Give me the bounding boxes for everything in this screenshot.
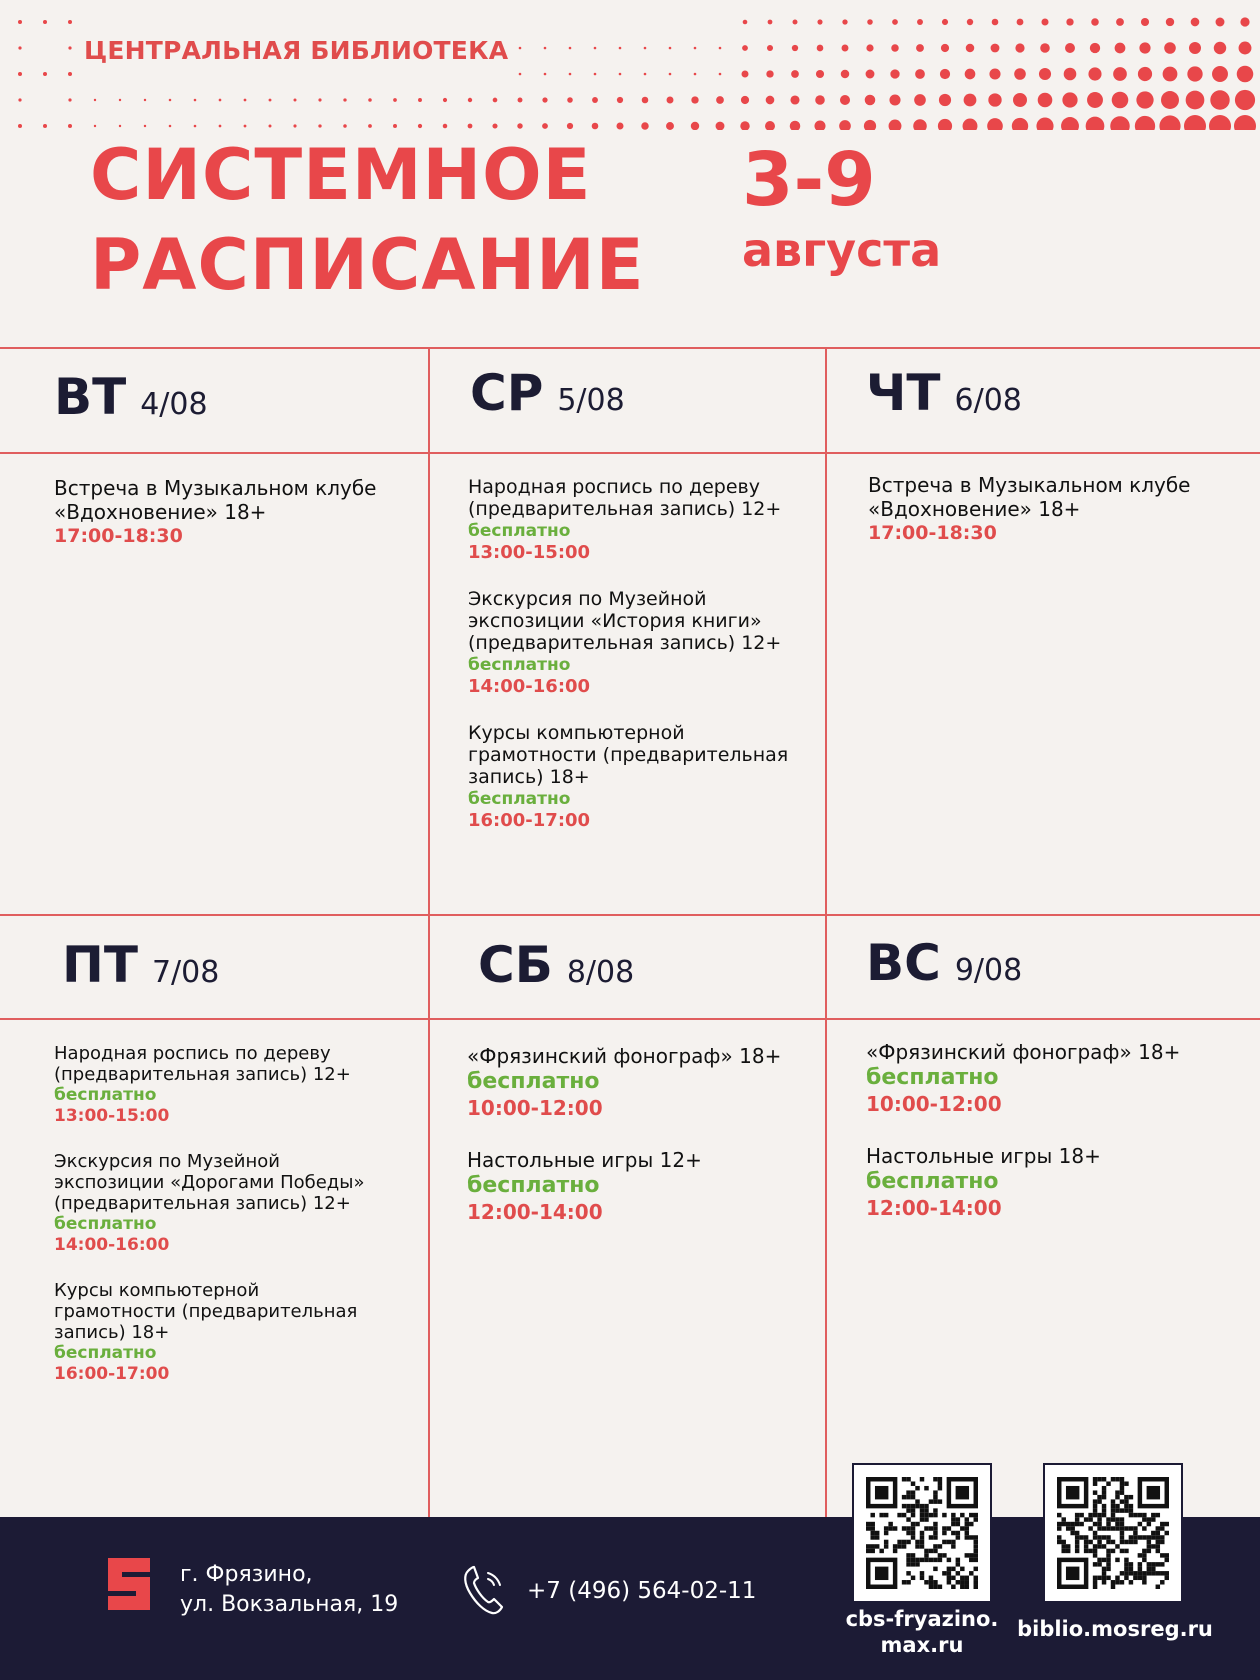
events-sun: [866, 1039, 1226, 1247]
event-time: 12:00-14:00: [467, 1200, 603, 1224]
event-title: Настольные игры 18+: [866, 1144, 1101, 1168]
event-price: бесплатно: [54, 1343, 157, 1363]
event: [54, 1043, 374, 1127]
day-header-wed: [470, 364, 625, 422]
event-price: бесплатно: [468, 655, 571, 675]
day-name: ЧТ: [866, 364, 941, 422]
organization-name: ЦЕНТРАЛЬНАЯ БИБЛИОТЕКА: [84, 36, 509, 65]
address-line-2: ул. Вокзальная, 19: [180, 1592, 399, 1617]
event-title: Народная роспись по дереву (предварительная запись) 12+: [54, 1043, 351, 1085]
event-title: Народная роспись по дереву (предварительная запись) 12+: [468, 476, 782, 520]
event-price: бесплатно: [866, 1065, 999, 1090]
day-name: ПТ: [62, 936, 138, 994]
phone-icon: [462, 1565, 506, 1617]
event-price: бесплатно: [54, 1214, 157, 1234]
date-range: 3-9: [742, 137, 876, 223]
event-time: 13:00-15:00: [54, 1106, 170, 1126]
day-header-sun: [866, 934, 1022, 992]
event-time: 17:00-18:30: [868, 522, 997, 544]
qr-code-max[interactable]: [852, 1463, 992, 1603]
day-header-sat: [478, 936, 634, 994]
event: [468, 588, 798, 698]
event: [467, 1147, 807, 1225]
qr-code-icon: [1057, 1477, 1169, 1589]
event-title: Настольные игры 12+: [467, 1148, 702, 1172]
event-title: Экскурсия по Музейной экспозиции «Дорогами Победы» (предварительная запись) 12+: [54, 1151, 365, 1214]
qr-code-mosreg[interactable]: [1043, 1463, 1183, 1603]
event-title: Курсы компьютерной грамотности (предварительная запись) 18+: [468, 722, 789, 788]
grid-line: [0, 914, 1260, 916]
event-title: Встреча в Музыкальном клубе «Вдохновение» 18+: [54, 476, 377, 524]
event: [54, 476, 404, 548]
month-label: августа: [742, 223, 942, 277]
day-header-fri: [62, 936, 219, 994]
title-line-1: СИСТЕМНОЕ: [90, 134, 592, 216]
day-name: ВС: [866, 934, 941, 992]
event-title: Экскурсия по Музейной экспозиции «История книги» (предварительная запись) 12+: [468, 588, 782, 654]
day-date: 7/08: [151, 955, 220, 990]
event: [467, 1043, 807, 1121]
event-time: 10:00-12:00: [467, 1096, 603, 1120]
day-name: ВТ: [54, 368, 127, 426]
event-title: Курсы компьютерной грамотности (предварительная запись) 18+: [54, 1280, 358, 1343]
events-fri: [54, 1043, 374, 1409]
event: [468, 476, 798, 564]
event-price: бесплатно: [468, 521, 571, 541]
event-time: 13:00-15:00: [468, 542, 591, 563]
qr-label-mosreg[interactable]: biblio.mosreg.ru: [1017, 1617, 1213, 1641]
event: [868, 473, 1228, 545]
grid-line: [825, 347, 827, 1517]
event-price: бесплатно: [468, 789, 571, 809]
event-time: 10:00-12:00: [866, 1092, 1002, 1116]
phone-number[interactable]: +7 (496) 564-02-11: [527, 1578, 757, 1604]
qr-code-icon: [866, 1477, 978, 1589]
event: [54, 1280, 374, 1385]
event-time: 14:00-16:00: [468, 676, 591, 697]
event-time: 14:00-16:00: [54, 1235, 170, 1255]
event-price: бесплатно: [54, 1085, 157, 1105]
address-line-1: г. Фрязино,: [180, 1562, 313, 1587]
event-title: Встреча в Музыкальном клубе «Вдохновение» 18+: [868, 473, 1191, 521]
qr-label-line-1: cbs-fryazino.: [845, 1607, 999, 1631]
event-price: бесплатно: [467, 1069, 600, 1094]
grid-line: [0, 347, 1260, 349]
event-time: 16:00-17:00: [54, 1364, 170, 1384]
address: [180, 1560, 398, 1620]
event-price: бесплатно: [467, 1173, 600, 1198]
day-name: СБ: [478, 936, 553, 994]
qr-label-max[interactable]: [830, 1606, 1014, 1658]
dot-pattern: [0, 0, 1260, 130]
events-sat: [467, 1043, 807, 1251]
day-header-thu: [866, 364, 1022, 422]
events-tue: [54, 476, 404, 572]
title-line-2: РАСПИСАНИЕ: [90, 224, 645, 306]
event: [468, 722, 798, 832]
event: [866, 1143, 1226, 1221]
page-title: [90, 130, 645, 310]
date-range-block: [742, 137, 942, 278]
event: [866, 1039, 1226, 1117]
library-logo-icon: [104, 1558, 154, 1610]
events-thu: [868, 473, 1228, 569]
day-name: СР: [470, 364, 544, 422]
day-date: 6/08: [954, 383, 1022, 418]
event-time: 12:00-14:00: [866, 1196, 1002, 1220]
event-time: 16:00-17:00: [468, 810, 591, 831]
grid-line: [0, 1018, 1260, 1020]
event: [54, 1151, 374, 1256]
day-date: 9/08: [954, 953, 1023, 988]
qr-label-line-2: max.ru: [880, 1633, 964, 1657]
day-date: 4/08: [140, 387, 208, 422]
event-title: «Фрязинский фонограф» 18+: [866, 1040, 1181, 1064]
event-price: бесплатно: [866, 1169, 999, 1194]
events-wed: [468, 476, 798, 856]
grid-line: [428, 347, 430, 1517]
day-date: 8/08: [566, 955, 635, 990]
day-date: 5/08: [557, 383, 625, 418]
event-time: 17:00-18:30: [54, 525, 183, 547]
day-header-tue: [54, 368, 208, 426]
event-title: «Фрязинский фонограф» 18+: [467, 1044, 782, 1068]
grid-line: [0, 452, 1260, 454]
